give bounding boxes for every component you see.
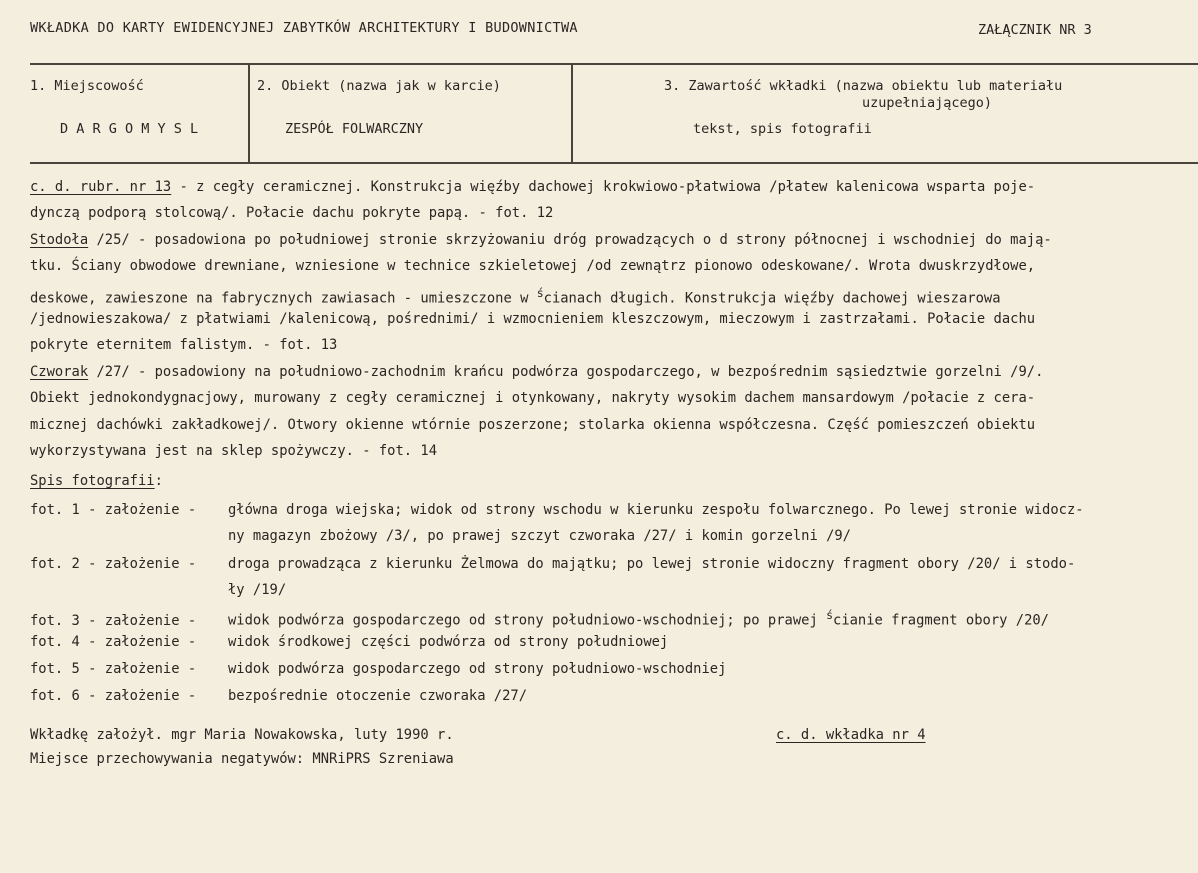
text-line: /jednowieszakowa/ z płatwiami /kalenicową, pośrednimi/ i wzmocnieniem kleszczowym, mieczowym i zastrzałami. Połacie dachu (30, 310, 1036, 327)
photo-entry: fot. 1 - założenie -główna droga wiejska; widok od strony wschodu w kierunku zespołu folwarcznego. Po lewej stronie widocz- ny magazyn zbożowy /3/, po prawej szczyt czworaka /27/ i komin gorzelni /9/ (30, 502, 1084, 544)
text-line: Obiekt jednokondygnacjowy, murowany z cegły ceramicznej i otynkowany, nakryty wysokim dachem mansardowym /połacie z cera- (30, 390, 1036, 407)
photo-list-title: Spis fotografii: (30, 473, 163, 489)
text-line: dynczą podporą stolcową/. Połacie dachu pokryte papą. - fot. 12 (30, 205, 554, 222)
negatives-storage: Miejsce przechowywania negatywów: MNRiPRS Szreniawa (30, 751, 454, 767)
locality-label: 1. Miejscowość (30, 78, 144, 94)
contents-label-cont: uzupełniającego) (862, 95, 993, 111)
document-title: WKŁADKA DO KARTY EWIDENCYJNEJ ZABYTKÓW ARCHITEKTURY I BUDOWNICTWA (30, 20, 578, 36)
text-line: micznej dachówki zakładkowej/. Otwory okienne wtórnie poszerzone; stolarka okienna współczesna. Część pomieszczeń obiektu (30, 416, 1036, 433)
photo-entry: fot. 3 - założenie -widok podwórza gospodarczego od strony południowo-wschodniej; po prawej $^ś$cianie fragment obory /20/ (30, 608, 1049, 629)
text-line: Stodoła /25/ - posadowiona po południowej stronie skrzyżowaniu dróg prowadzących o d strony północnej i wschodniej do mają- (30, 231, 1052, 248)
workers-house-heading: Czworak (30, 363, 89, 380)
locality-value: D A R G O M Y S L (60, 121, 199, 137)
contents-label: 3. Zawartość wkładki (nazwa obiektu lub materiału (664, 78, 1063, 94)
column-divider-2 (571, 63, 573, 163)
barn-heading: Stodoła (30, 231, 89, 248)
photo-entry: fot. 2 - założenie -droga prowadząca z kierunku Żelmowa do majątku; po lewej stronie widoczny fragment obory /20/ i stodo- ły /19/ (30, 556, 1076, 598)
object-label: 2. Obiekt (nazwa jak w karcie) (257, 78, 501, 94)
text-line: deskowe, zawieszone na fabrycznych zawiasach - umieszczone w $^ś$cianach długich. Konstrukcja więźby dachowej wieszarowa (30, 285, 1001, 307)
description-text (30, 174, 1052, 464)
photo-entry: fot. 4 - założenie -widok środkowej części podwórza od strony południowej (30, 634, 669, 650)
text-line: Czworak /27/ - posadowiony na południowo-zachodnim krańcu podwórza gospodarczego, w bezpośrednim sąsiedztwie gorzelni /9/. (30, 363, 1044, 380)
author-note: Wkładkę założył. mgr Maria Nowakowska, luty 1990 r. (30, 727, 454, 743)
annex-number: ZAŁĄCZNIK NR 3 (978, 22, 1092, 38)
object-value: ZESPÓŁ FOLWARCZNY (285, 121, 424, 137)
photo-entry: fot. 5 - założenie -widok podwórza gospodarczego od strony południowo-wschodniej (30, 661, 727, 677)
text-line: tku. Ściany obwodowe drewniane, wzniesione w technice szkieletowej /od zewnątrz pionowo odeskowane/. Wrota dwuskrzydłowe, (30, 258, 1036, 275)
contents-value: tekst, spis fotografii (693, 121, 872, 137)
text-line: wykorzystywana jest na sklep spożywczy. - fot. 14 (30, 442, 438, 459)
text-line: pokryte eternitem falistym. - fot. 13 (30, 337, 338, 354)
photo-entry: fot. 6 - założenie -bezpośrednie otoczenie czworaka /27/ (30, 688, 528, 704)
text-line: c. d. rubr. nr 13 - z cegły ceramicznej. Konstrukcja więźby dachowej krokwiowo-płatwiowa /płatew kalenicowa wsparta poje- (30, 179, 1036, 195)
column-divider-1 (248, 63, 250, 163)
continuation-note: c. d. wkładka nr 4 (776, 727, 926, 743)
top-rule (30, 63, 1198, 65)
header-bottom-rule (30, 162, 1198, 164)
rubric-ref: c. d. rubr. nr 13 (30, 179, 172, 195)
